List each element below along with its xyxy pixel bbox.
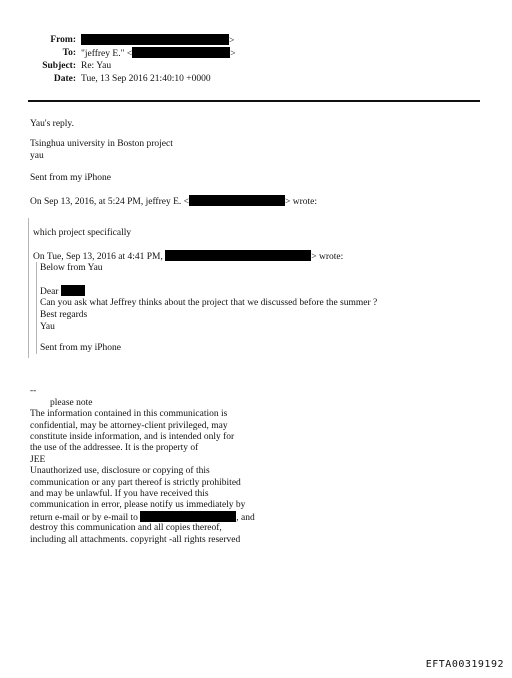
date-label: Date:	[53, 74, 76, 84]
header-divider	[28, 100, 480, 102]
redacted-block	[132, 47, 230, 58]
to-value: "jeffrey E." < >	[81, 49, 236, 59]
quote-bar	[28, 218, 29, 358]
disclaimer-line: including all attachments. copyright -all rights reserved	[30, 535, 241, 545]
disclaimer-heading: please note	[50, 398, 93, 408]
disclaimer-line: The information contained in this communication is	[30, 409, 228, 419]
quote-text: Below from Yau	[40, 263, 103, 273]
redacted-block	[140, 511, 236, 522]
quote-text: Yau	[40, 322, 55, 332]
redacted-block	[165, 250, 311, 261]
body-line: Yau's reply.	[30, 119, 74, 129]
redacted-block	[81, 34, 229, 45]
disclaimer-line: return e-mail or by e-mail to , and	[30, 513, 255, 523]
document-id: EFTA00319192	[425, 659, 504, 670]
disclaimer-line: communication or any part thereof is strictly prohibited	[30, 478, 241, 488]
date-value: Tue, 13 Sep 2016 21:40:10 +0000	[81, 74, 211, 84]
quote-text: Best regards	[40, 310, 88, 320]
quote-text: Sent from my iPhone	[40, 343, 122, 353]
body-line: yau	[30, 151, 44, 161]
from-label: From:	[50, 35, 76, 45]
disclaimer-line: the use of the addressee. It is the property of	[30, 443, 199, 453]
from-value: >	[81, 34, 234, 47]
quote-attribution: On Sep 13, 2016, at 5:24 PM, jeffrey E. < > wrote:	[30, 197, 318, 207]
to-label: To:	[62, 48, 76, 58]
disclaimer-line: and may be unlawful. If you have received this	[30, 489, 209, 499]
redacted-block	[189, 195, 285, 206]
quote-bar	[36, 262, 37, 354]
disclaimer-line: JEE	[30, 455, 46, 465]
disclaimer-line: Unauthorized use, disclosure or copying of this	[30, 466, 210, 476]
body-line: Tsinghua university in Boston project	[30, 139, 173, 149]
disclaimer-line: communication in error, please notify us immediately by	[30, 500, 246, 510]
redacted-block	[61, 285, 85, 296]
disclaimer-line: confidential, may be attorney-client privileged, may	[30, 421, 228, 431]
subject-value: Re: Yau	[81, 61, 112, 71]
quote-text: Dear	[40, 285, 85, 298]
quote-text: which project specifically	[33, 228, 132, 238]
quote-attribution: On Tue, Sep 13, 2016 at 4:41 PM, > wrote:	[33, 252, 344, 262]
disclaimer-line: destroy this communication and all copies thereof,	[30, 523, 222, 533]
subject-label: Subject:	[42, 61, 76, 71]
quote-text: Can you ask what Jeffrey thinks about the project that we discussed before the summer ?	[40, 298, 378, 308]
disclaimer-line: constitute inside information, and is intended only for	[30, 432, 235, 442]
signature-separator: --	[30, 386, 37, 396]
body-line: Sent from my iPhone	[30, 173, 112, 183]
